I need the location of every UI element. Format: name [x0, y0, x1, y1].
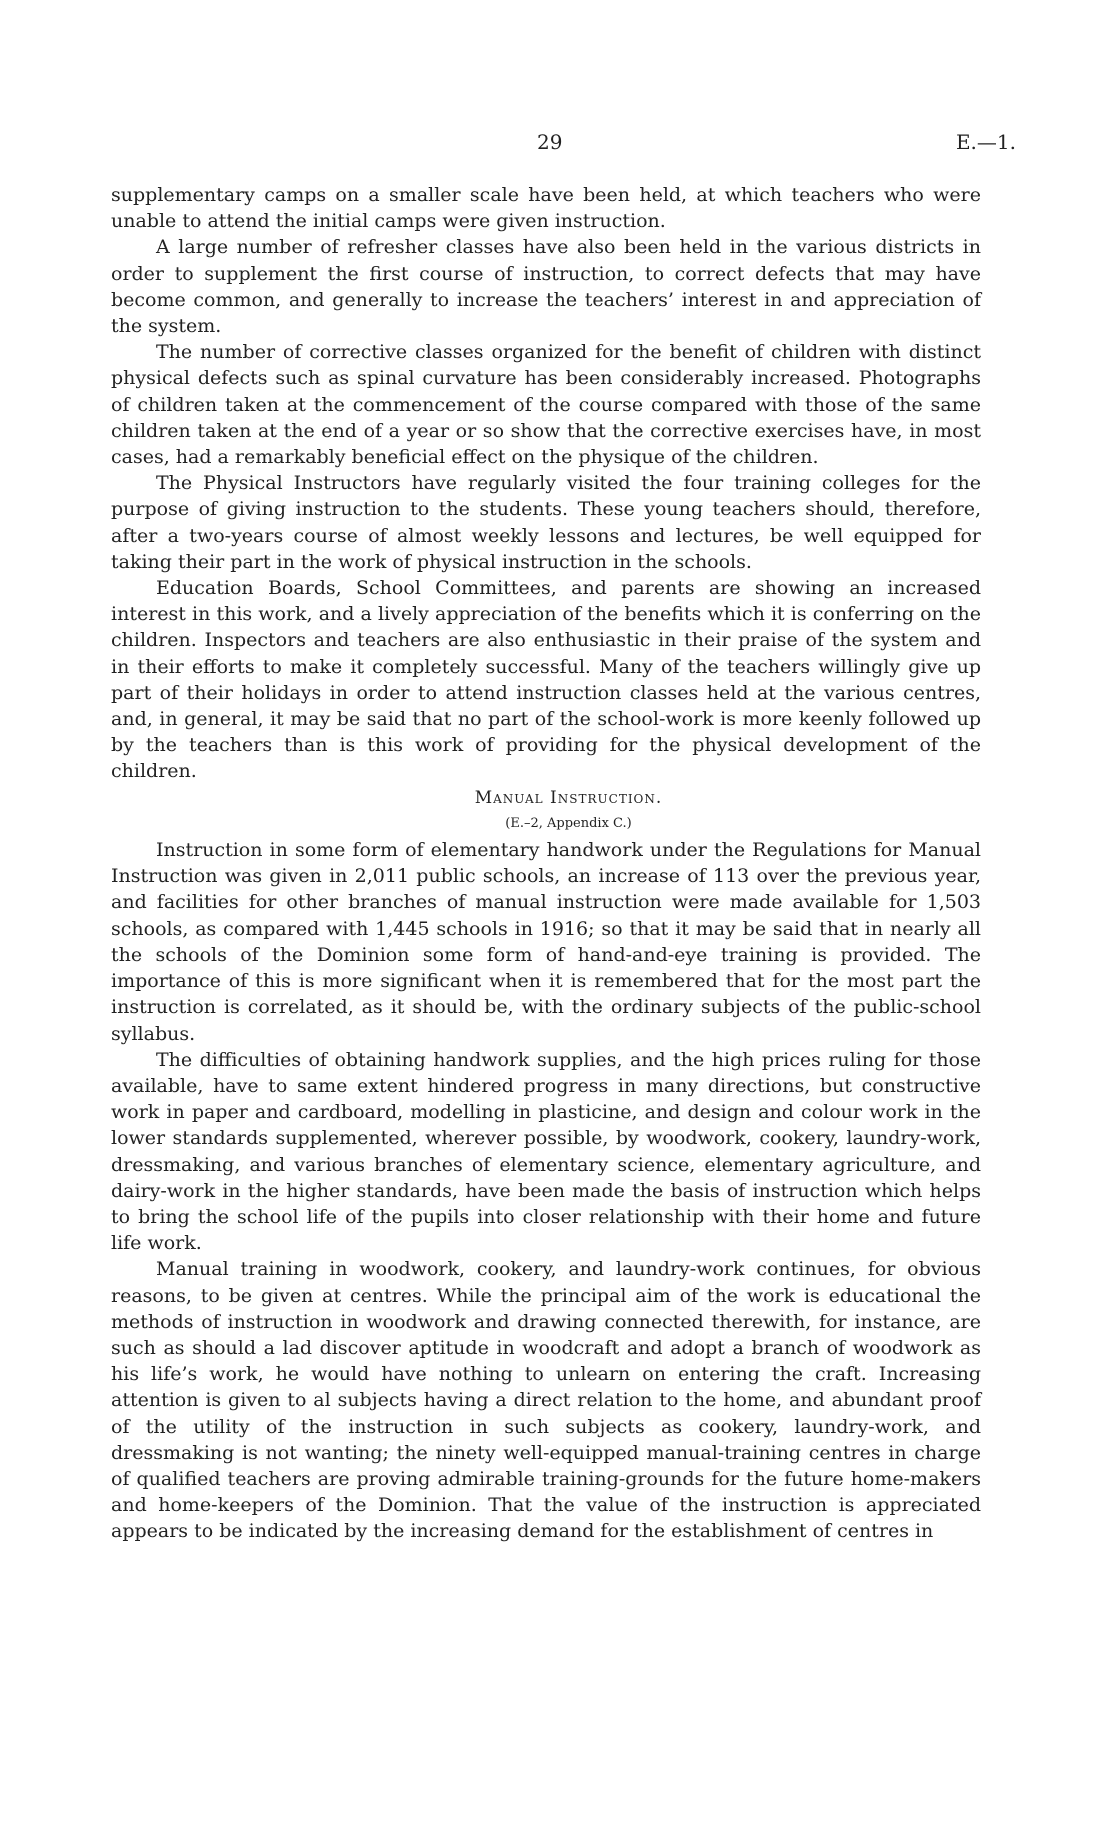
document-reference: E.—1.	[955, 130, 1016, 154]
section-title: Manual Instruction.	[474, 787, 663, 808]
paragraph: The Physical Instructors have regularly visited the four training colleges for the purpose of giving instruction to the students. These young teachers should, therefore, after a two-years course of almost weekly lessons and lectures, be well equipped for taking their part in the work of physical instruction in the schools.	[111, 472, 981, 573]
page-number: 29	[537, 130, 563, 154]
paragraph: Education Boards, School Committees, and parents are showing an increased interest in this work, and a lively appreciation of the benefits which it is conferring on the children. Inspectors and teachers are also enthusiastic in their praise of the system and in their efforts to make it completely successful. Many of the teachers willingly give up part of their holidays in order to attend instruction classes held at the various centres, and, in general, it may be said that no part of the school-work is more keenly followed up by the teachers than is this work of providing for the physical development of the children.	[111, 577, 981, 783]
paragraph: supplementary camps on a smaller scale have been held, at which teachers who were unable to attend the initial camps were given instruction.	[111, 184, 981, 233]
page-header	[0, 130, 1114, 160]
paragraph: The difficulties of obtaining handwork supplies, and the high prices ruling for those available, have to same extent hindered progress in many directions, but constructive work in paper and cardboard, modelling in plasticine, and design and colour work in the lower standards supplemented, wherever possible, by woodwork, cookery, laundry-work, dressmaking, and various branches of elementary science, elementary agriculture, and dairy-work in the higher standards, have been made the basis of instruction which helps to bring the school life of the pupils into closer relationship with their home and future life work.	[111, 1048, 981, 1255]
paragraph: A large number of refresher classes have also been held in the various districts in order to supplement the first course of instruction, to correct defects that may have become common, and generally to increase the teachers’ interest in and appreciation of the system.	[111, 236, 981, 338]
paragraph: Manual training in woodwork, cookery, and laundry-work continues, for obvious reasons, to be given at centres. While the principal aim of the work is educational the methods of instruction in woodwork and drawing connected therewith, for instance, are such as should a lad discover aptitude in woodcraft and adopt a branch of woodwork as his life’s work, he would have nothing to unlearn on entering the craft. Increasing attention is given to al subjects having a direct relation to the home, and abundant proof of the utility of the instruction in such subjects as cookery, laundry-work, and dressmaking is not wanting; the ninety well-equipped manual-training centres in charge of qualified teachers are proving admirable training-grounds for the future home-makers and home-keepers of the Dominion. That the value of the instruction is appreciated appears to be indicated by the increasing demand for the establishment of centres in	[111, 1258, 981, 1543]
body-text	[111, 182, 981, 1545]
paragraph: Instruction in some form of elementary handwork under the Regulations for Manual Instruction was given in 2,011 public schools, an increase of 113 over the previous year, and facilities for other branches of manual instruction were made available for 1,503 schools, as compared with 1,445 schools in 1916; so that it may be said that in nearly all the schools of the Dominion some form of hand-and-eye training is provided. The importance of this is more significant when it is remembered that for the most part the instruction is correlated, as it should be, with the ordinary subjects of the public-school syllabus.	[111, 839, 981, 1045]
paragraph: The number of corrective classes organized for the benefit of children with distinct physical defects such as spinal curvature has been considerably increased. Photographs of children taken at the commencement of the course compared with those of the same children taken at the end of a year or so show that the corrective exercises have, in most cases, had a remarkably beneficial effect on the physique of the children.	[111, 341, 981, 469]
section-subtitle: (E.–2, Appendix C.)	[505, 815, 632, 831]
